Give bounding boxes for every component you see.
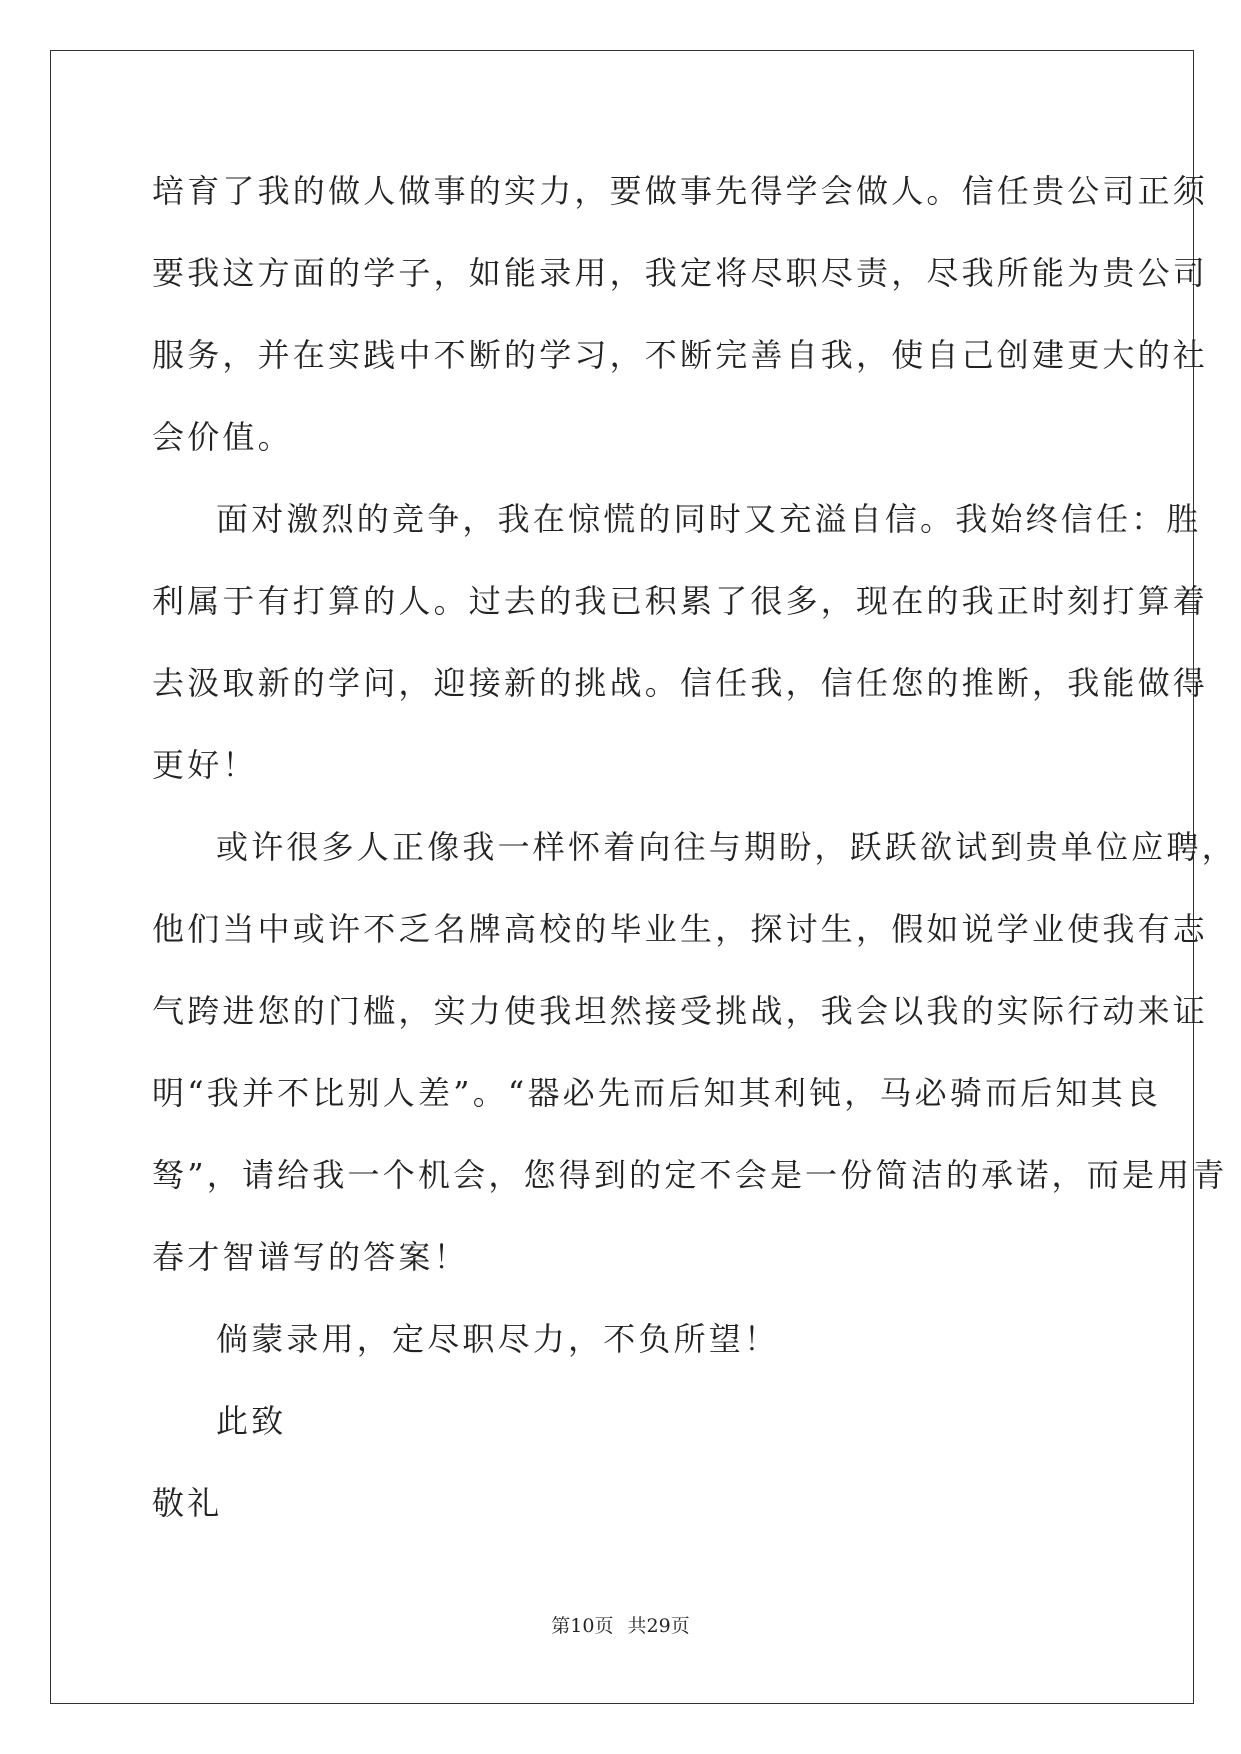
- page-footer: [0, 1611, 1241, 1638]
- body-line-9: 或许很多人正像我一样怀着向往与期盼，跃跃欲试到贵单位应聘，: [216, 828, 1237, 866]
- letter-body: [152, 162, 1237, 1556]
- page-total: 共29页: [627, 1615, 690, 1637]
- closing-regards: 敬礼: [152, 1484, 223, 1522]
- body-line-15: 倘蒙录用，定尽职尽力，不负所望！: [216, 1320, 780, 1358]
- body-line-13: 驽”，请给我一个机会，您得到的定不会是一份简洁的承诺，而是用青: [152, 1156, 1228, 1194]
- body-line-4: 会价值。: [152, 418, 293, 456]
- page-number: 第10页: [551, 1615, 614, 1637]
- body-line-6: 利属于有打算的人。过去的我已积累了很多，现在的我正时刻打算着: [152, 582, 1209, 620]
- body-line-8: 更好！: [152, 746, 258, 784]
- body-line-7: 去汲取新的学问，迎接新的挑战。信任我，信任您的推断，我能做得: [152, 664, 1209, 702]
- body-line-2: 要我这方面的学子，如能录用，我定将尽职尽责，尽我所能为贵公司: [152, 254, 1209, 292]
- body-line-1: 培育了我的做人做事的实力，要做事先得学会做人。信任贵公司正须: [152, 172, 1209, 210]
- body-line-10: 他们当中或许不乏名牌高校的毕业生，探讨生，假如说学业使我有志: [152, 910, 1209, 948]
- body-line-14: 春才智谱写的答案！: [152, 1238, 469, 1276]
- body-line-5: 面对激烈的竞争，我在惊慌的同时又充溢自信。我始终信任：胜: [216, 500, 1202, 538]
- body-line-11: 气跨进您的门槛，实力使我坦然接受挑战，我会以我的实际行动来证: [152, 992, 1209, 1030]
- body-line-3: 服务，并在实践中不断的学习，不断完善自我，使自己创建更大的社: [152, 336, 1209, 374]
- body-line-12: 明“我并不比别人差”。“器必先而后知其利钝，马必骑而后知其良: [152, 1074, 1162, 1112]
- closing-salutation: 此致: [216, 1402, 287, 1440]
